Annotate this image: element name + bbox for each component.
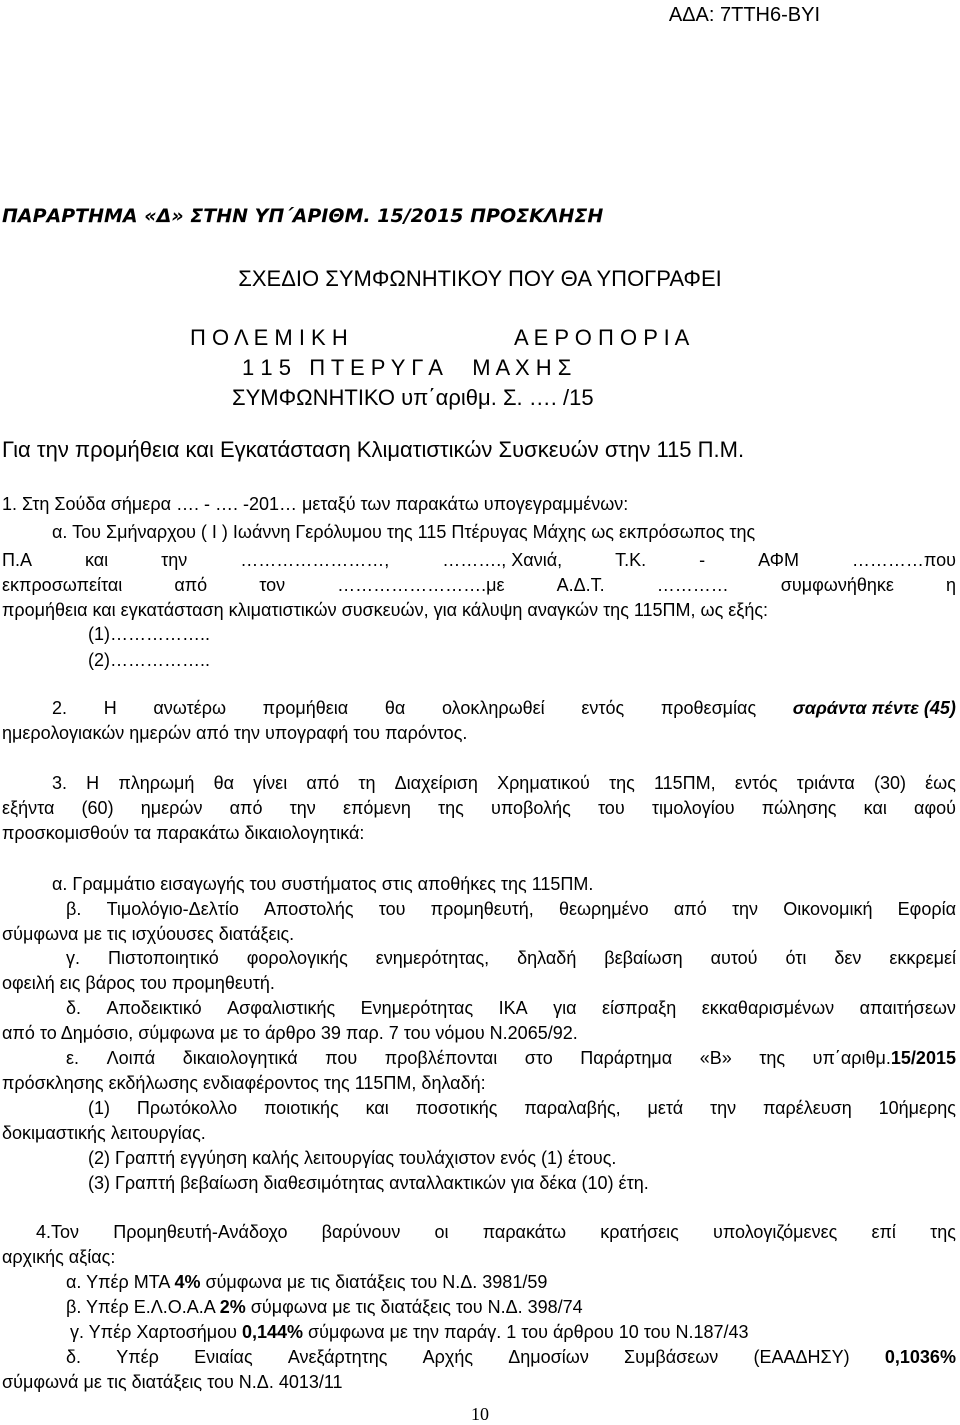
text: σύμφωνα με τις διατάξεις του Ν.Δ. 398/74 [245, 1297, 583, 1317]
word: γίνει [253, 773, 288, 793]
word: θα [213, 773, 235, 793]
invitation-number-bold: 15/2015 [890, 1048, 956, 1068]
word: και [863, 798, 887, 818]
word: 2. [52, 698, 68, 718]
word: δ. [66, 998, 82, 1018]
p3-item-e-2: πρόσκλησης εκδήλωσης ενδιαφέροντος της 115ΠΜ, δηλαδή: [2, 1073, 486, 1093]
p3-line-1 [52, 772, 956, 794]
p1-line-1: 1. Στη Σούδα σήμερα …. - …. -201… μεταξύ των παρακάτω υπογεγραμμένων: [2, 494, 629, 514]
word: ημερών [140, 798, 203, 818]
word: ότι [785, 948, 807, 968]
word: Α.Δ.Τ. [556, 575, 605, 595]
word: της [438, 798, 464, 818]
word: Χρηματικού [497, 773, 590, 793]
word: (60) [81, 798, 114, 818]
word: …………………….με [337, 575, 505, 595]
word: και [85, 550, 109, 570]
word: ………., Χανιά, [442, 550, 563, 570]
word: 4.Τον [36, 1222, 80, 1242]
rate-bold: 0,144% [241, 1322, 304, 1342]
word: εντός [734, 773, 778, 793]
rate-bold: 0,1036% [884, 1347, 956, 1367]
p1-line-3 [2, 549, 956, 571]
word: θεωρημένο [558, 899, 649, 919]
word: εκκρεμεί [889, 948, 956, 968]
word: την [709, 1098, 737, 1118]
p3-item-c-2: οφειλή εις βάρος του προμηθευτή. [2, 973, 275, 993]
p3-item-b-2: σύμφωνα με τις ισχύουσες διατάξεις. [2, 924, 295, 944]
word: την [731, 899, 759, 919]
word: (ΕΑΑΔΗΣΥ) [753, 1347, 850, 1367]
org-line-2: 1 1 5 Π Τ Ε Ρ Υ Γ Α Μ Α Χ Η Σ [242, 355, 572, 380]
word: ανωτέρω [153, 698, 226, 718]
word: Διαχείριση [394, 773, 478, 793]
p1-line-2: α. Του Σμήναρχου ( Ι ) Ιωάννη Γερόλυμου της 115 Πτέρυγας Μάχης ως εκπρόσωπος της [52, 522, 756, 542]
p4-line-1 [36, 1221, 956, 1243]
word: εκπροσωπείται [2, 575, 123, 595]
word: επί [871, 1222, 896, 1242]
word: στο [524, 1048, 553, 1068]
p1-line-5: προμήθεια και εγκατάσταση κλιματιστικών συσκευών, για κάλυψη αναγκών της 115ΠΜ, ως εξής: [2, 600, 769, 620]
p2-line-1 [52, 697, 956, 719]
word: την [161, 550, 188, 570]
p3-sub-3: (3) Γραπτή βεβαίωση διαθεσιμότητας ανταλλακτικών για δέκα (10) έτη. [88, 1173, 649, 1193]
word: αυτού [710, 948, 758, 968]
word: του [597, 798, 625, 818]
org-left: Π Ο Λ Ε Μ Ι Κ Η [190, 325, 348, 350]
word: δ. [66, 1347, 82, 1367]
word: της [609, 773, 635, 793]
p3-item-c-1 [66, 947, 956, 969]
word: Αποδεικτικό [106, 998, 202, 1018]
p1-item-2: (2)…………….. [88, 650, 211, 670]
word: ποσοτικής [415, 1098, 498, 1118]
deadline-bold: σαράντα πέντε (45) [792, 698, 956, 718]
p3-item-d-2: από το Δημόσιο, σύμφωνα με το άρθρο 39 παρ. 7 του νόμου Ν.2065/92. [2, 1023, 578, 1043]
word: παραλαβής, [524, 1098, 621, 1118]
word: ε. [66, 1048, 80, 1068]
word: - [699, 550, 706, 570]
word: Η [103, 698, 117, 718]
rate-bold: 2% [219, 1297, 246, 1317]
word: (30) [873, 773, 906, 793]
word: απαιτήσεων [859, 998, 956, 1018]
text: σύμφωνα με τις διατάξεις του Ν.Δ. 3981/59 [200, 1272, 548, 1292]
word: εξήντα [2, 798, 55, 818]
p4-line-2: αρχικής αξίας: [2, 1247, 116, 1267]
p3-item-b-1 [66, 898, 956, 920]
word: υπ΄αριθμ. [812, 1048, 891, 1068]
text: σύμφωνα με την παράγ. 1 του άρθρου 10 του Ν.187/43 [303, 1322, 749, 1342]
word: θα [384, 698, 406, 718]
word: φορολογικής [246, 948, 348, 968]
word: Λοιπά [106, 1048, 156, 1068]
word: (1) [88, 1098, 110, 1118]
word: Οικονομική [783, 899, 873, 919]
word: είσπραξη [601, 998, 677, 1018]
word: από [306, 773, 340, 793]
p3-sub-2: (2) Γραπτή εγγύηση καλής λειτουργίας τουλάχιστον ενός (1) έτους. [88, 1148, 617, 1168]
word: τη [358, 773, 376, 793]
p3-line-2 [2, 797, 956, 819]
word: Ασφαλιστικής [227, 998, 336, 1018]
word: ολοκληρωθεί [441, 698, 545, 718]
word: Παράρτημα [580, 1048, 673, 1068]
word: δεν [834, 948, 862, 968]
word: παρέλευση [762, 1098, 852, 1118]
word: τον [259, 575, 286, 595]
p3-sub-1-a [88, 1097, 956, 1119]
p4-item-c [70, 1321, 749, 1343]
word: βεβαίωση [604, 948, 683, 968]
word: 115ΠΜ, [653, 773, 716, 793]
word: παρακάτω [482, 1222, 567, 1242]
word: 10ήμερης [878, 1098, 956, 1118]
annex-title: ΠΑΡΑΡΤΗΜΑ «Δ» ΣΤΗΝ ΥΠ΄ΑΡΙΘΜ. 15/2015 ΠΡΟΣΚΛΗΣΗ [2, 205, 604, 227]
word: 3. [52, 773, 68, 793]
text: α. Υπέρ ΜΤΑ [66, 1272, 175, 1292]
word: γ. [66, 948, 81, 968]
word: ΙΚΑ [498, 998, 528, 1018]
word: έως [925, 773, 956, 793]
word: ……………………, [240, 550, 390, 570]
rate-bold: 4% [174, 1272, 201, 1292]
word: για [553, 998, 577, 1018]
word: αφού [914, 798, 956, 818]
p1-item-1: (1)…………….. [88, 624, 211, 644]
word: Πιστοποιητικό [107, 948, 219, 968]
word: Συμβάσεων [624, 1347, 719, 1367]
word: του [378, 899, 406, 919]
word: από [673, 899, 707, 919]
word: υποβολής [491, 798, 571, 818]
word: Ενιαίας [194, 1347, 253, 1367]
p3-item-a: α. Γραμμάτιο εισαγωγής του συστήματος στις αποθήκες της 115ΠΜ. [52, 874, 594, 894]
word: ΑΦΜ [758, 550, 799, 570]
word: ενημερότητας, [375, 948, 490, 968]
word: προμηθευτή, [430, 899, 534, 919]
word: επόμενη [342, 798, 411, 818]
word: βαρύνουν [321, 1222, 401, 1242]
ada-header: ΑΔΑ: 7ΤΤΗ6-ΒΥΙ [668, 4, 820, 26]
word: δικαιολογητικά [182, 1048, 298, 1068]
p3-item-e-1 [66, 1047, 956, 1069]
word: την [289, 798, 316, 818]
word: Δημοσίων [508, 1347, 589, 1367]
word: προβλέπονται [384, 1048, 498, 1068]
word: οι [434, 1222, 449, 1242]
word: υπολογιζόμενες [713, 1222, 838, 1242]
word: προμήθεια [262, 698, 349, 718]
word: Π.Α [2, 550, 33, 570]
word: «Β» [699, 1048, 732, 1068]
word: Υπέρ [116, 1347, 159, 1367]
word: Εφορία [897, 899, 956, 919]
draft-title: ΣΧΕΔΙΟ ΣΥΜΦΩΝΗΤΙΚΟΥ ΠΟΥ ΘΑ ΥΠΟΓΡΑΦΕΙ [238, 266, 722, 291]
word: Προμηθευτή-Ανάδοχο [113, 1222, 288, 1242]
word: δηλαδή [517, 948, 577, 968]
p4-item-b [66, 1296, 583, 1318]
word: από [174, 575, 208, 595]
org-line-3: ΣΥΜΦΩΝΗΤΙΚΟ υπ΄αριθμ. Σ. …. /15 [232, 385, 594, 410]
word: εκκαθαρισμένων [701, 998, 835, 1018]
word: κρατήσεις [600, 1222, 679, 1242]
word: πληρωμή [118, 773, 195, 793]
p3-item-d-1 [66, 997, 956, 1019]
p4-item-a [66, 1271, 547, 1293]
word: ποιοτικής [264, 1098, 339, 1118]
word: …………που [851, 550, 956, 570]
word: Πρωτόκολλο [136, 1098, 238, 1118]
word: ………… [656, 575, 729, 595]
word: της [759, 1048, 786, 1068]
word: Ανεξάρτητης [287, 1347, 388, 1367]
p4-item-d-2: σύμφωνά με τις διατάξεις του Ν.Δ. 4013/11 [2, 1372, 343, 1392]
subject: Για την προμήθεια και Εγκατάσταση Κλιματιστικών Συσκευών στην 115 Π.Μ. [2, 437, 745, 462]
word: Αρχής [422, 1347, 474, 1367]
word: πώλησης [761, 798, 837, 818]
word: από [229, 798, 263, 818]
text: γ. Υπέρ Χαρτοσήμου [70, 1322, 242, 1342]
word: Τιμολόγιο-Δελτίο [106, 899, 239, 919]
p3-line-3: προσκομισθούν τα παρακάτω δικαιολογητικά: [2, 823, 365, 843]
word: β. [66, 899, 82, 919]
p3-sub-1-b: δοκιμαστικής λειτουργίας. [2, 1123, 206, 1143]
word: προθεσμίας [660, 698, 757, 718]
word: Ενημερότητας [360, 998, 474, 1018]
word: και [365, 1098, 389, 1118]
word: της [930, 1222, 956, 1242]
word: εντός [581, 698, 625, 718]
word: Η [86, 773, 100, 793]
p1-line-4 [2, 574, 956, 596]
word: μετά [647, 1098, 684, 1118]
word: η [945, 575, 956, 595]
page-number: 10 [471, 1404, 489, 1424]
word: που [325, 1048, 358, 1068]
word: Αποστολής [264, 899, 354, 919]
word: τιμολογίου [651, 798, 735, 818]
word: τριάντα [796, 773, 855, 793]
p4-item-d-1 [66, 1346, 956, 1368]
word: Τ.Κ. [615, 550, 647, 570]
org-right: Α Ε Ρ Ο Π Ο Ρ Ι Α [514, 325, 690, 350]
p2-line-2: ημερολογιακών ημερών από την υπογραφή του παρόντος. [2, 723, 468, 743]
word: συμφωνήθηκε [780, 575, 894, 595]
text: β. Υπέρ Ε.Λ.Ο.Α.Α [66, 1297, 220, 1317]
